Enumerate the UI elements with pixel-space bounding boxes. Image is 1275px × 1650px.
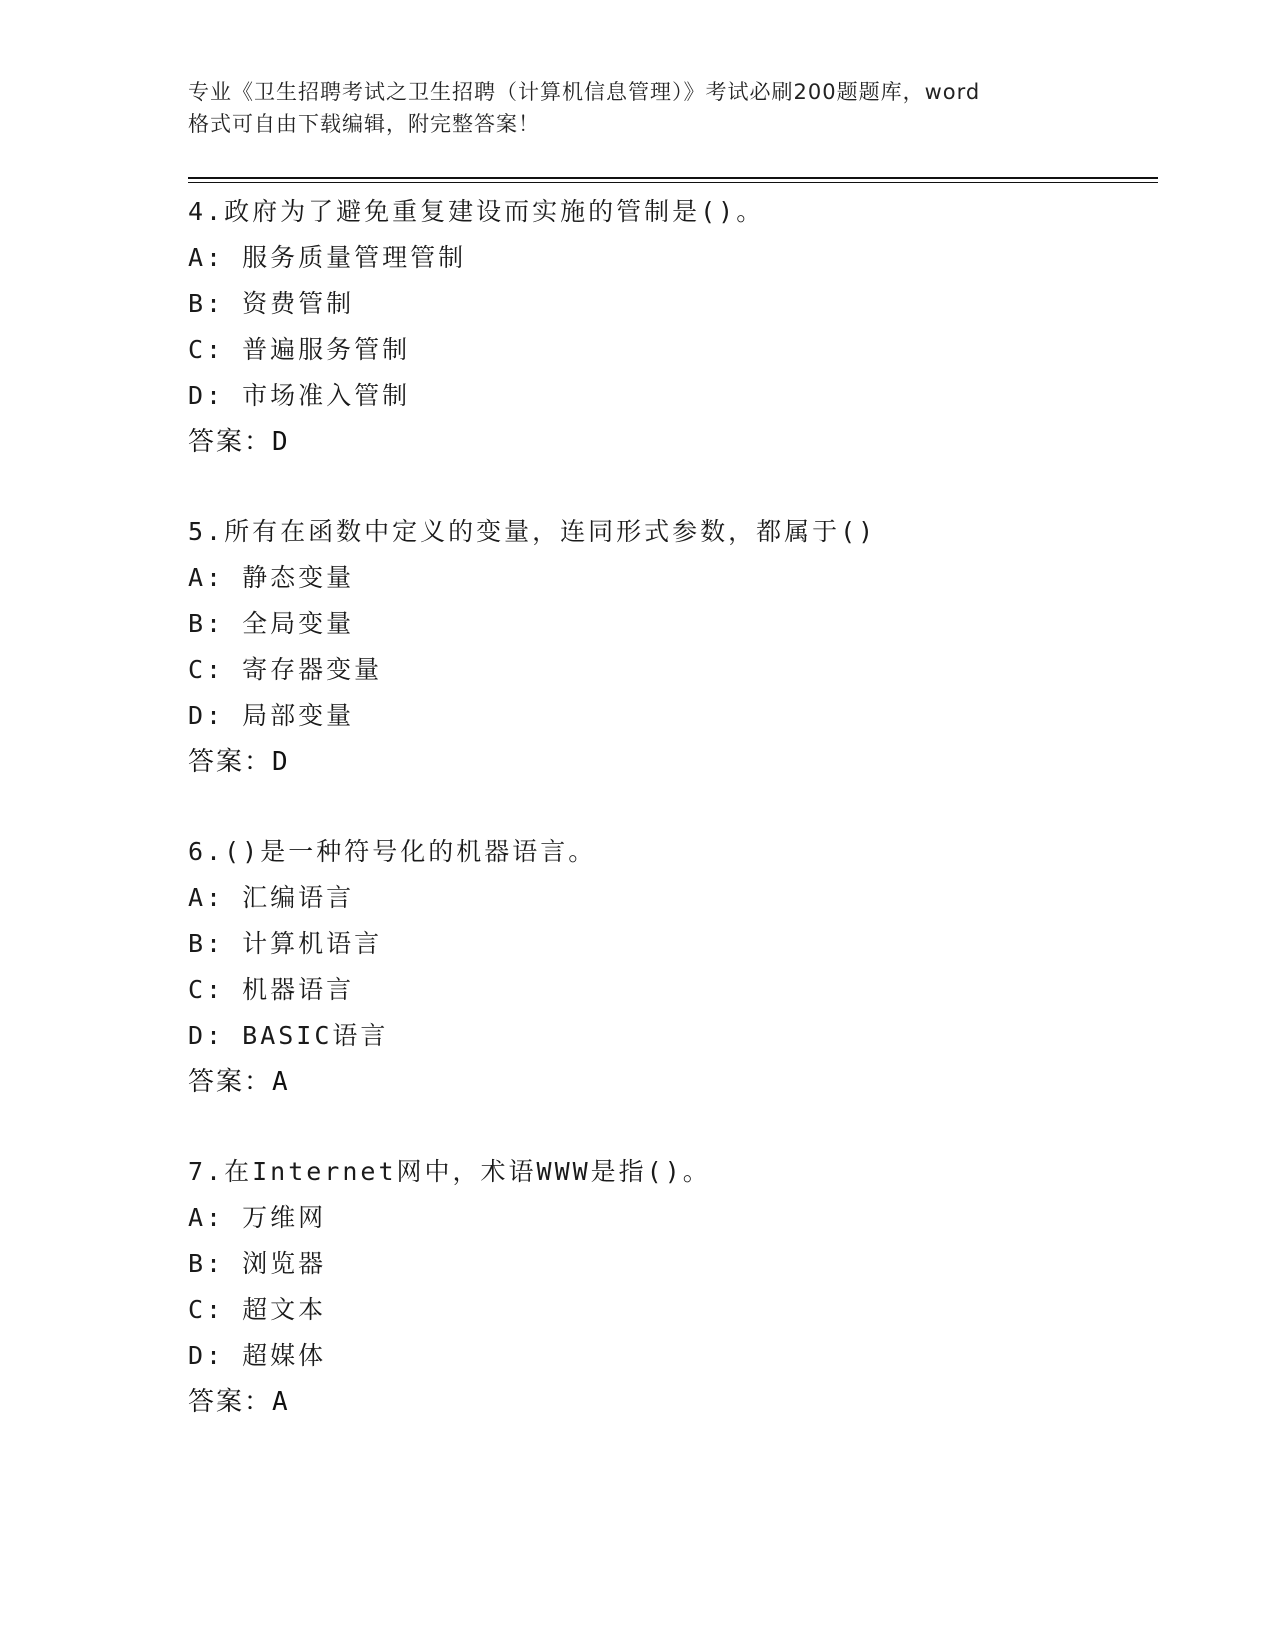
option-d: D: 市场准入管制 (188, 381, 411, 410)
question-stem: 5.所有在函数中定义的变量，连同形式参数，都属于() (188, 517, 877, 546)
answer-value: A (272, 1067, 290, 1097)
option-c: C: 普遍服务管制 (188, 335, 411, 364)
header-line-1: 专业《卫生招聘考试之卫生招聘（计算机信息管理）》考试必刷200题题库，word (188, 80, 981, 104)
answer-label: 答案： (188, 427, 273, 457)
question-stem: 4.政府为了避免重复建设而实施的管制是()。 (188, 197, 765, 226)
question-7 (188, 1149, 1158, 1425)
answer-value: A (272, 1387, 290, 1417)
question-stem: 7.在Internet网中，术语WWW是指()。 (188, 1157, 711, 1186)
question-4 (188, 189, 1158, 465)
option-b: B: 计算机语言 (188, 929, 383, 958)
answer-label: 答案： (188, 1067, 273, 1097)
option-c: C: 超文本 (188, 1295, 327, 1324)
option-b: B: 资费管制 (188, 289, 355, 318)
answer-line (188, 1059, 1158, 1105)
document-header (188, 76, 1088, 140)
option-d: D: BASIC语言 (188, 1021, 389, 1050)
answer-label: 答案： (188, 1387, 273, 1417)
answer-line (188, 739, 1158, 785)
answer-line (188, 419, 1158, 465)
answer-line (188, 1379, 1158, 1425)
option-c: C: 机器语言 (188, 975, 355, 1004)
option-b: B: 全局变量 (188, 609, 355, 638)
option-d: D: 超媒体 (188, 1341, 327, 1370)
option-a: A: 服务质量管理管制 (188, 243, 467, 272)
answer-value: D (272, 427, 290, 457)
option-c: C: 寄存器变量 (188, 655, 383, 684)
option-a: A: 汇编语言 (188, 883, 355, 912)
answer-label: 答案： (188, 747, 273, 777)
option-b: B: 浏览器 (188, 1249, 327, 1278)
header-line-2: 格式可自由下载编辑，附完整答案！ (188, 112, 540, 136)
question-stem: 6.()是一种符号化的机器语言。 (188, 837, 597, 866)
answer-value: D (272, 747, 290, 777)
header-divider-thick (188, 177, 1158, 179)
question-5 (188, 509, 1158, 785)
option-d: D: 局部变量 (188, 701, 355, 730)
option-a: A: 静态变量 (188, 563, 355, 592)
option-a: A: 万维网 (188, 1203, 327, 1232)
question-6 (188, 829, 1158, 1105)
question-list (188, 189, 1158, 1469)
header-divider-thin (188, 182, 1158, 183)
